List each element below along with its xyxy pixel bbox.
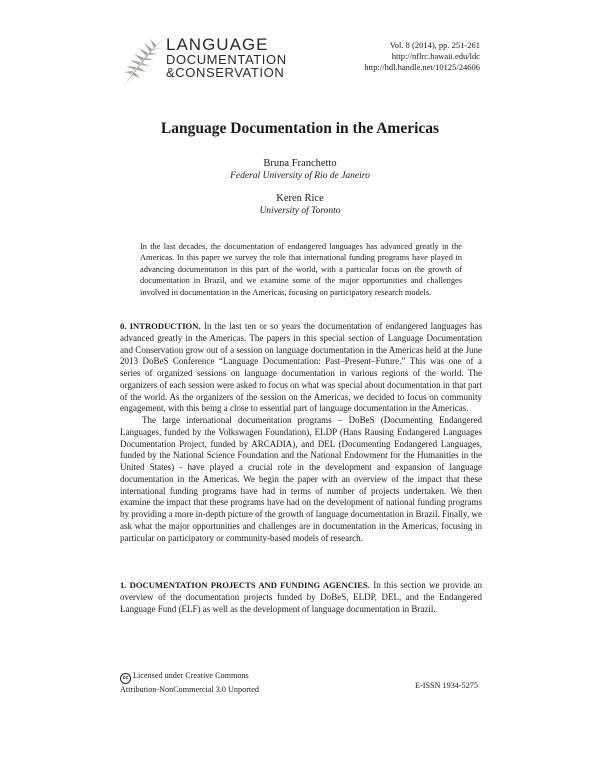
volume-info: Vol. 8 (2014), pp. 251-261 <box>389 40 480 50</box>
creative-commons-icon: cc <box>120 673 131 684</box>
author-name: Keren Rice <box>276 193 324 204</box>
paragraph-text: In the last ten or so years the documentation of endangered languages has advanced greatly in the Americas. The papers in this special section of Language Documentation and Conservation grow out of a session on language documentation in the Americas held at the June 2013 DoBeS Conference “Language Documentation: Past–Present–Future.” This was one of a series of organized sessions on language documentation in various regions of the world. The organizers of each session were asked to focus on what was special about documentation in that part of the world. As the organizers of the session on the Americas, we decided to focus on community engagement, with this being a close to essential part of language documentation in the Americas. <box>120 321 482 414</box>
paragraph <box>120 580 482 615</box>
logo-line-2: DOCUMENTATION <box>166 52 287 67</box>
journal-logo-text <box>166 37 287 79</box>
author-block <box>0 157 600 183</box>
logo-line-1: LANGUAGE <box>166 35 269 54</box>
section-introduction <box>120 321 482 544</box>
section-heading: 0. INTRODUCTION. <box>120 321 201 331</box>
article-meta <box>364 40 480 73</box>
handle-url[interactable]: http://hdl.handle.net/10125/24606 <box>364 62 480 72</box>
logo-line-3: &CONSERVATION <box>166 65 285 80</box>
journal-logo <box>120 30 300 88</box>
license-line-2: Attribution-NonCommercial 3.0 Unported <box>120 685 259 694</box>
section-heading: 1. DOCUMENTATION PROJECTS AND FUNDING AGENCIES. <box>120 580 370 590</box>
paragraph-text: In this section we provide an overview of the documentation projects funded by DoBeS, ELDP, DEL, and the Endangered Language Fund (ELF) as well as the development of language documentation in Brazil. <box>120 580 482 614</box>
paragraph: The large international documentation programs – DoBeS (Documenting Endangered Languages, funded by the Volkswagen Foundation), ELDP (Hans Rausing Endangered Languages Documentation Project, funded by ARCADIA), and DEL (Documenting Endangered Languages, funded by the National Science Foundation and the National Endowment for the Humanities in the United States) - have played a crucial role in the development and expansion of language documentation in the Americas. We begin the paper with an overview of the impact that these international funding programs have had in terms of number of projects undertaken. We then examine the impact that these programs have had on the development of national funding programs by providing a more in-depth picture of the growth of language documentation in Brazil. Finally, we ask what the major opportunities and challenges are in documentation in the Americas, focusing in particular on participatory or community-based models of research. <box>120 415 482 543</box>
license-notice <box>120 670 259 695</box>
section-documentation-projects <box>120 580 482 615</box>
paragraph <box>120 321 482 415</box>
author-block <box>0 192 600 218</box>
author-affiliation: University of Toronto <box>259 206 341 216</box>
author-affiliation: Federal University of Rio de Janeiro <box>230 171 370 181</box>
issn: E-ISSN 1934-5275 <box>415 681 478 690</box>
abstract: In the last decades, the documentation of endangered languages has advanced greatly in the Americas. In this paper we survey the role that international funding programs have played in advancing documentation in this part of the world, with a particular focus on the growth of documentation in Brazil, and we examine some of the major opportunities and challenges involved in documentation in the Americas, focusing on participatory research models. <box>140 242 462 297</box>
paper-title: Language Documentation in the Americas <box>160 120 440 137</box>
fern-leaf-icon <box>120 34 168 88</box>
journal-url[interactable]: http://nflrc.hawaii.edu/ldc <box>391 51 480 61</box>
license-line-1: Licensed under Creative Commons <box>133 671 249 680</box>
author-name: Bruna Franchetto <box>263 158 337 169</box>
